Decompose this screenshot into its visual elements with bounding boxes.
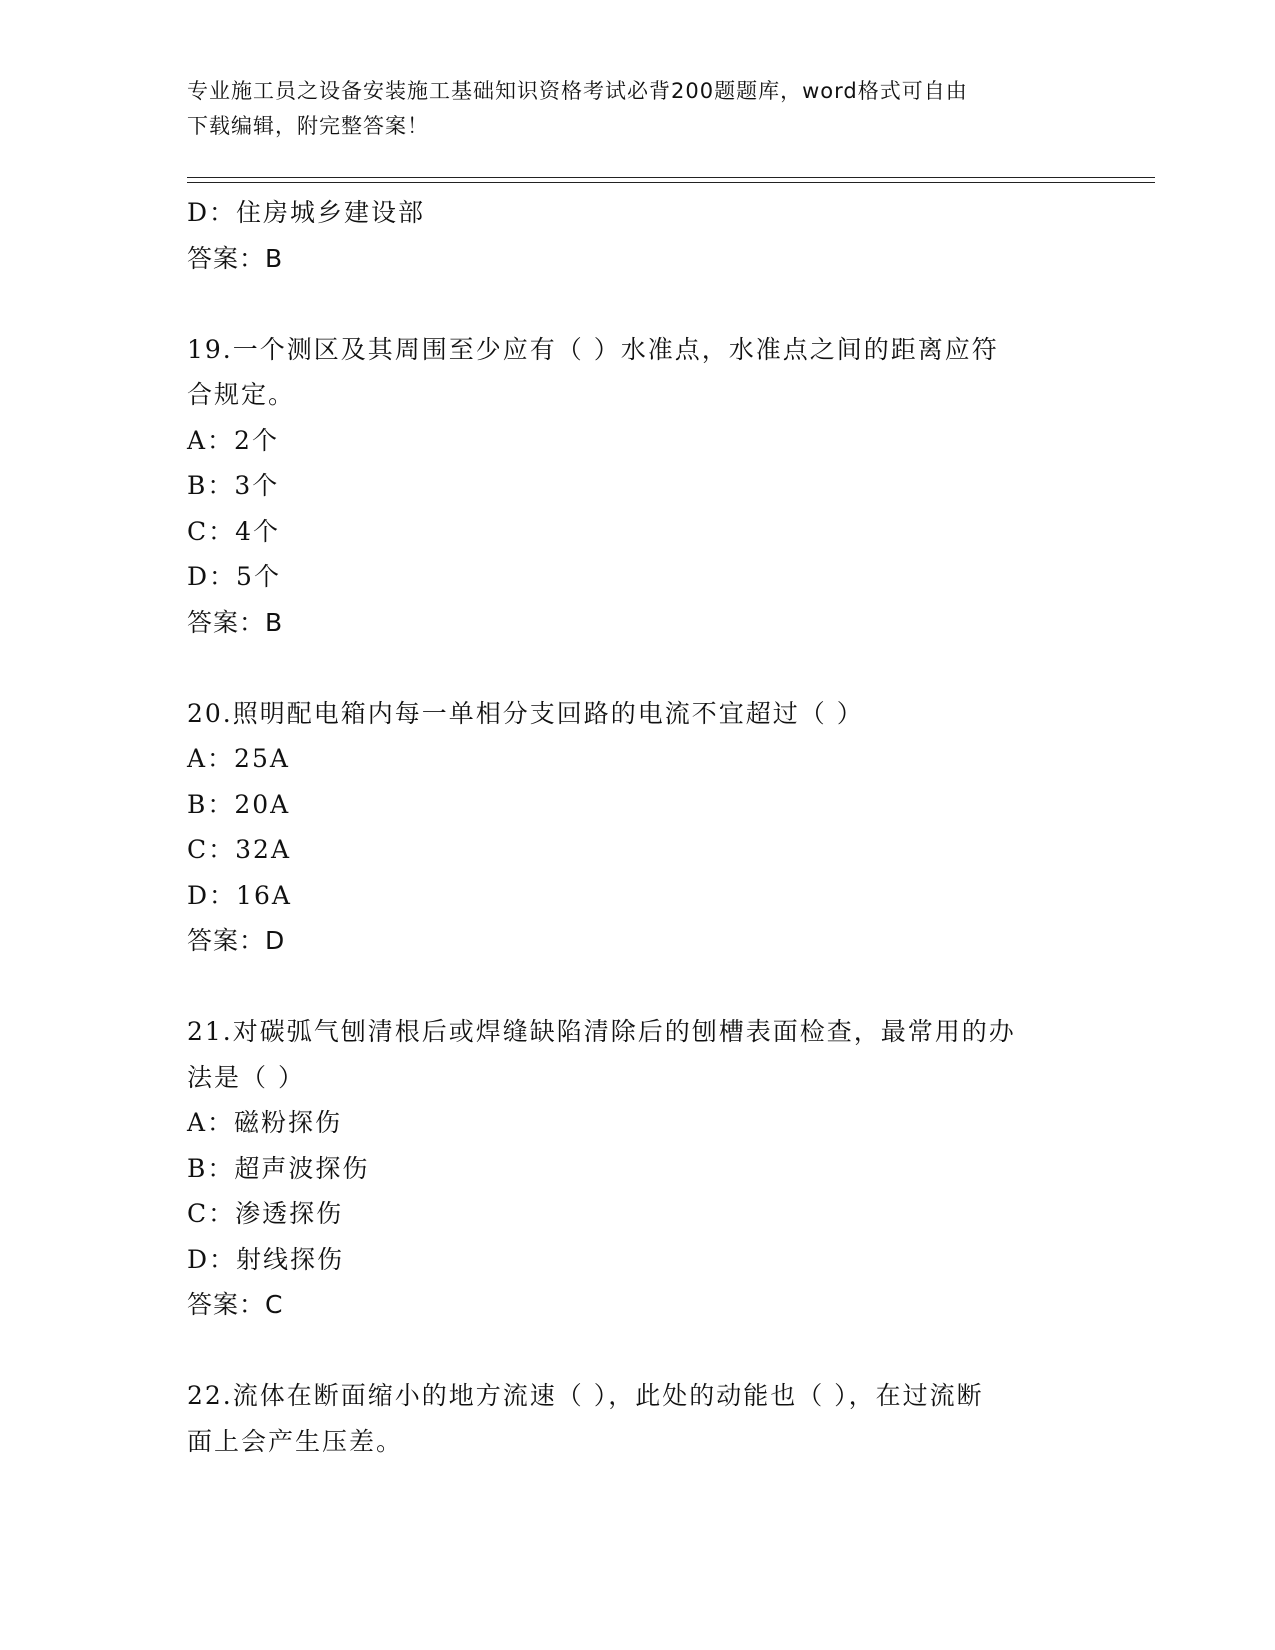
q21-option-c: C：渗透探伤	[187, 1199, 344, 1228]
q21-stem-line-2: 法是（ ）	[187, 1062, 305, 1092]
q19-option-b: B：3个	[187, 471, 280, 500]
q19-stem-line-1: 19.一个测区及其周围至少应有（ ）水准点，水准点之间的距离应符	[187, 334, 999, 364]
q21-stem-line-1: 21.对碳弧气刨清根后或焊缝缺陷清除后的刨槽表面检查，最常用的办	[187, 1017, 1016, 1046]
q22-stem-line-1: 22.流体在断面缩小的地方流速（ ），此处的动能也（ ），在过流断	[187, 1381, 984, 1410]
header-divider-top	[187, 177, 1155, 178]
q20-option-d: D：16A	[187, 880, 292, 910]
q20-option-b: B：20A	[187, 789, 291, 819]
document-header	[187, 74, 1067, 144]
prev-option-d: D：住房城乡建设部	[187, 198, 426, 227]
prev-answer: 答案：B	[187, 243, 284, 273]
spacer	[187, 645, 1087, 691]
q20-stem-line-1: 20.照明配电箱内每一单相分支回路的电流不宜超过（ ）	[187, 698, 864, 728]
header-line-2: 下载编辑，附完整答案！	[187, 114, 429, 138]
q19-option-d: D：5个	[187, 562, 281, 591]
q21-option-a: A：磁粉探伤	[187, 1108, 343, 1137]
q21-answer: 答案：C	[187, 1290, 284, 1319]
q19-option-a: A：2个	[187, 425, 279, 455]
q21-option-b: B：超声波探伤	[187, 1153, 370, 1183]
header-line-1: 专业施工员之设备安装施工基础知识资格考试必背200题题库，word格式可自由	[187, 79, 968, 103]
q22-stem-line-2: 面上会产生压差。	[187, 1426, 404, 1456]
q21-option-d: D：射线探伤	[187, 1244, 345, 1274]
q19-stem-line-2: 合规定。	[187, 380, 296, 409]
spacer	[187, 1328, 1087, 1374]
q20-option-a: A：25A	[187, 744, 290, 773]
q20-answer: 答案：D	[187, 926, 286, 955]
header-divider-bottom	[187, 182, 1155, 183]
q19-option-c: C：4个	[187, 516, 281, 546]
spacer	[187, 964, 1087, 1010]
question-list	[187, 190, 1087, 1464]
q20-option-c: C：32A	[187, 835, 291, 864]
q19-answer: 答案：B	[187, 607, 284, 637]
spacer	[187, 281, 1087, 327]
